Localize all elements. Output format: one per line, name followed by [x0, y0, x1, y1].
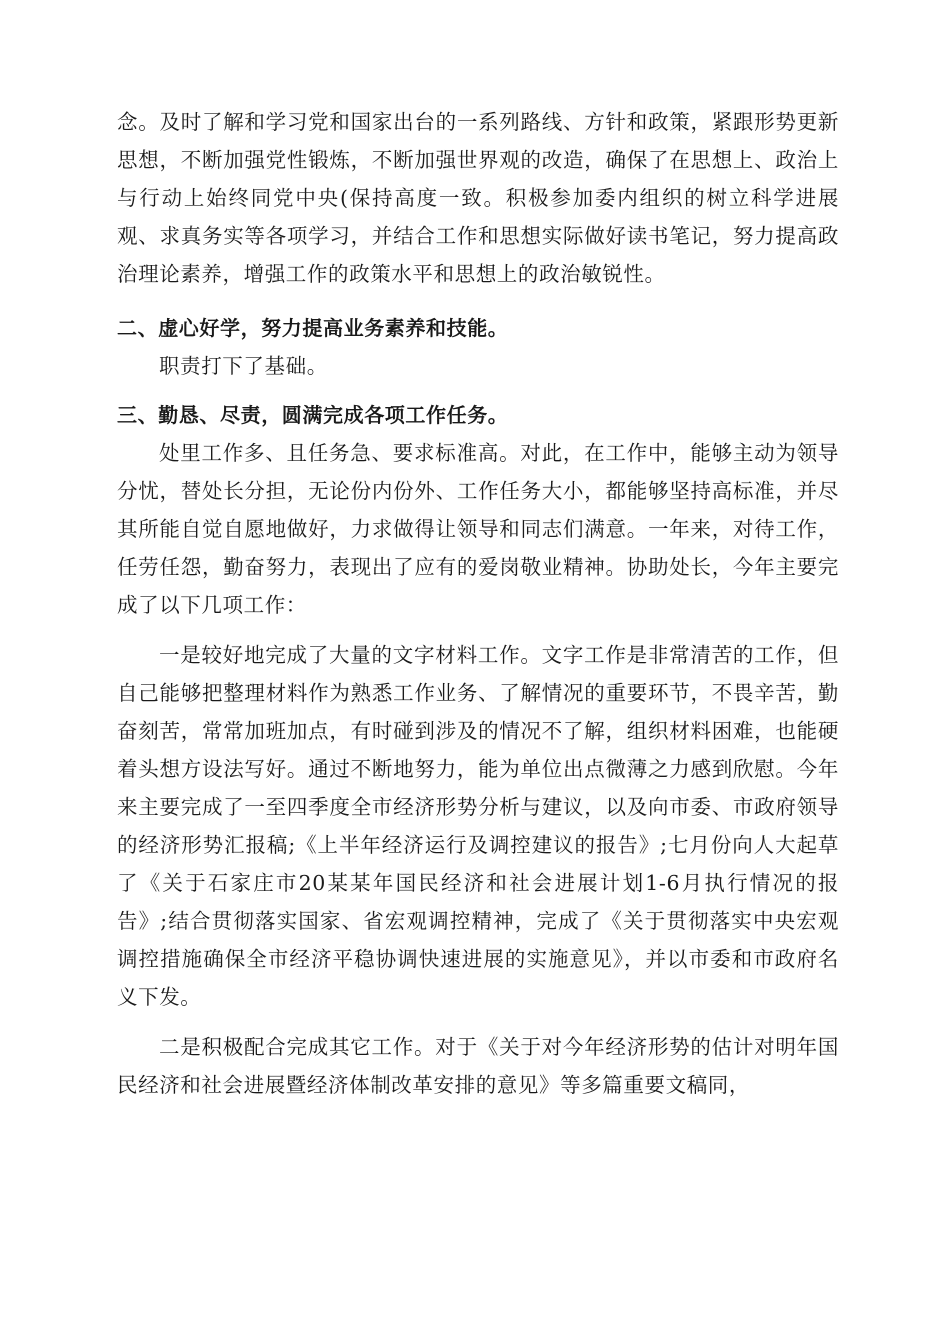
- paragraph-other-work: 二是积极配合完成其它工作。对于《关于对今年经济形势的估计对明年国民经济和社会进展暨经济体制改革安排的意见》等多篇重要文稿同，: [117, 1035, 839, 1097]
- paragraph-political-study: 念。及时了解和学习党和国家出台的一系列路线、方针和政策，紧跟形势更新思想，不断加强党性锻炼，不断加强世界观的改造，确保了在思想上、政治上与行动上始终同党中央(保持高度一致。积极参加委内组织的树立科学进展观、求真务实等各项学习，并结合工作和思想实际做好读书笔记，努力提高政治理论素养，增强工作的政策水平和思想上的政治敏锐性。: [117, 110, 839, 286]
- section-heading-2: 二、虚心好学，努力提高业务素养和技能。: [117, 316, 509, 340]
- paragraph-work-overview: 处里工作多、且任务急、要求标准高。对此，在工作中，能够主动为领导分忧，替处长分担，无论份内份外、工作任务大小，都能够坚持高标准，并尽其所能自觉自愿地做好，力求做得让领导和同志们满意。一年来，对待工作，任劳任怨，勤奋努力，表现出了应有的爱岗敬业精神。协助处长，今年主要完成了以下几项工作：: [117, 441, 839, 617]
- paragraph-writing-work: 一是较好地完成了大量的文字材料工作。文字工作是非常清苦的工作，但自己能够把整理材料作为熟悉工作业务、了解情况的重要环节，不畏辛苦，勤奋刻苦，常常加班加点，有时碰到涉及的情况不了解，组织材料困难，也能硬着头想方设法写好。通过不断地努力，能为单位出点微薄之力感到欣慰。今年来主要完成了一至四季度全市经济形势分析与建议，以及向市委、市政府领导的经济形势汇报稿;《上半年经济运行及调控建议的报告》;七月份向人大起草了《关于石家庄市20某某年国民经济和社会进展计划1-6月执行情况的报告》;结合贯彻落实国家、省宏观调控精神，完成了《关于贯彻落实中央宏观调控措施确保全市经济平稳协调快速进展的实施意见》，并以市委和市政府名义下发。: [117, 643, 839, 1009]
- section-heading-3: 三、勤恳、尽责，圆满完成各项工作任务。: [117, 403, 509, 427]
- document-body: [117, 103, 839, 1104]
- paragraph-duty-foundation: 职责打下了基础。: [159, 354, 328, 378]
